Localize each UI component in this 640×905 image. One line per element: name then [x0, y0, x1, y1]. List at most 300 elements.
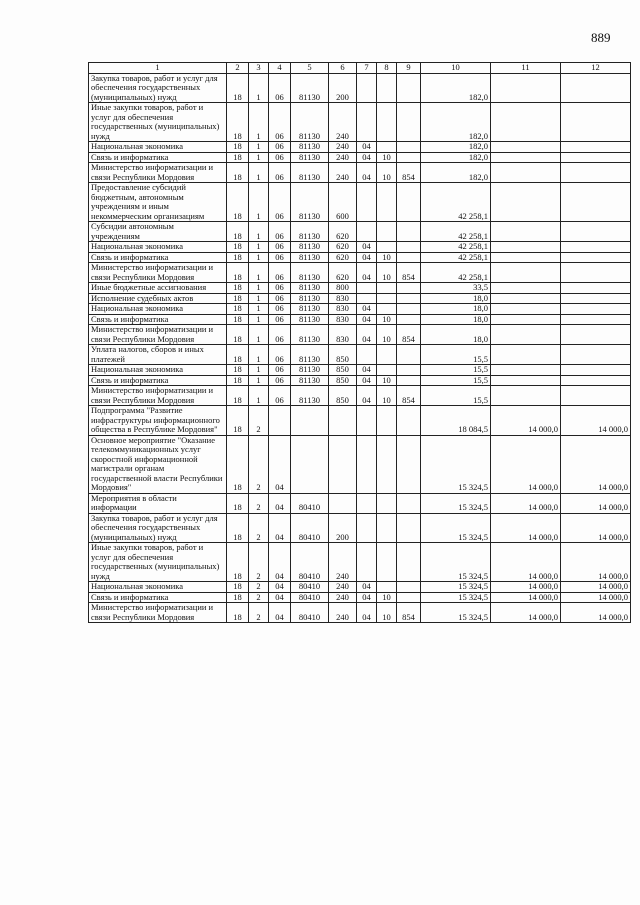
ministry-code-cell [397, 513, 421, 543]
program-cell: 1 [249, 263, 269, 283]
section-cell: 04 [357, 304, 377, 315]
name-cell: Связь и информатика [89, 375, 227, 386]
program-cell: 1 [249, 325, 269, 345]
section-cell [357, 345, 377, 365]
subprogram-cell: 06 [269, 222, 291, 242]
subsection-cell [377, 242, 397, 253]
section-cell: 04 [357, 325, 377, 345]
name-cell: Национальная экономика [89, 142, 227, 153]
table-row [89, 304, 631, 315]
target-item-cell: 80410 [291, 603, 329, 623]
amount-1-cell: 182,0 [421, 152, 491, 163]
subprogram-cell: 06 [269, 283, 291, 294]
program-cell: 1 [249, 73, 269, 103]
expense-type-cell [329, 435, 357, 493]
subsection-cell: 10 [377, 603, 397, 623]
table-row [89, 513, 631, 543]
program-cell: 1 [249, 252, 269, 263]
grbs-cell: 18 [227, 603, 249, 623]
amount-3-cell [561, 142, 631, 153]
amount-1-cell: 18,0 [421, 293, 491, 304]
grbs-cell: 18 [227, 435, 249, 493]
expense-type-cell: 850 [329, 386, 357, 406]
table-row [89, 365, 631, 376]
program-cell: 1 [249, 103, 269, 142]
section-cell [357, 103, 377, 142]
grbs-cell: 18 [227, 314, 249, 325]
expense-type-cell: 620 [329, 242, 357, 253]
subprogram-cell [269, 406, 291, 436]
target-item-cell: 81130 [291, 283, 329, 294]
name-cell: Связь и информатика [89, 592, 227, 603]
amount-3-cell: 14 000,0 [561, 513, 631, 543]
amount-1-cell: 18 084,5 [421, 406, 491, 436]
target-item-cell: 80410 [291, 493, 329, 513]
table-row [89, 222, 631, 242]
amount-3-cell [561, 365, 631, 376]
subprogram-cell: 06 [269, 365, 291, 376]
amount-3-cell: 14 000,0 [561, 435, 631, 493]
subsection-cell [377, 103, 397, 142]
table-row [89, 325, 631, 345]
target-item-cell: 81130 [291, 163, 329, 183]
target-item-cell: 81130 [291, 142, 329, 153]
subsection-cell [377, 493, 397, 513]
subprogram-cell: 04 [269, 592, 291, 603]
name-cell: Министерство информатизации и связи Республики Мордовия [89, 163, 227, 183]
section-cell [357, 435, 377, 493]
page-number: 889 [591, 30, 611, 45]
ministry-code-cell [397, 345, 421, 365]
program-cell: 2 [249, 513, 269, 543]
program-cell: 1 [249, 304, 269, 315]
column-header: 8 [377, 63, 397, 74]
expense-type-cell: 240 [329, 592, 357, 603]
grbs-cell: 18 [227, 406, 249, 436]
ministry-code-cell [397, 242, 421, 253]
column-header: 5 [291, 63, 329, 74]
name-cell: Уплата налогов, сборов и иных платежей [89, 345, 227, 365]
section-cell: 04 [357, 152, 377, 163]
subsection-cell [377, 435, 397, 493]
subprogram-cell: 06 [269, 375, 291, 386]
ministry-code-cell [397, 304, 421, 315]
subsection-cell: 10 [377, 375, 397, 386]
target-item-cell: 81130 [291, 365, 329, 376]
program-cell: 1 [249, 293, 269, 304]
ministry-code-cell [397, 142, 421, 153]
grbs-cell: 18 [227, 293, 249, 304]
expense-type-cell [329, 493, 357, 513]
section-cell [357, 183, 377, 222]
amount-2-cell: 14 000,0 [491, 582, 561, 593]
target-item-cell: 81130 [291, 304, 329, 315]
amount-3-cell [561, 314, 631, 325]
subsection-cell [377, 406, 397, 436]
subsection-cell: 10 [377, 152, 397, 163]
amount-2-cell [491, 293, 561, 304]
grbs-cell: 18 [227, 592, 249, 603]
program-cell: 1 [249, 242, 269, 253]
ministry-code-cell [397, 283, 421, 294]
expense-type-cell: 620 [329, 252, 357, 263]
name-cell: Исполнение судебных актов [89, 293, 227, 304]
amount-3-cell [561, 103, 631, 142]
section-cell: 04 [357, 365, 377, 376]
amount-2-cell [491, 304, 561, 315]
amount-2-cell [491, 73, 561, 103]
amount-3-cell: 14 000,0 [561, 493, 631, 513]
expense-type-cell: 240 [329, 582, 357, 593]
grbs-cell: 18 [227, 252, 249, 263]
subsection-cell [377, 582, 397, 593]
grbs-cell: 18 [227, 103, 249, 142]
target-item-cell: 81130 [291, 325, 329, 345]
ministry-code-cell [397, 252, 421, 263]
grbs-cell: 18 [227, 375, 249, 386]
amount-1-cell: 33,5 [421, 283, 491, 294]
amount-3-cell [561, 386, 631, 406]
ministry-code-cell: 854 [397, 263, 421, 283]
amount-1-cell: 15 324,5 [421, 513, 491, 543]
table-row [89, 283, 631, 294]
program-cell: 1 [249, 183, 269, 222]
amount-3-cell [561, 304, 631, 315]
grbs-cell: 18 [227, 242, 249, 253]
amount-2-cell [491, 103, 561, 142]
name-cell: Подпрограмма "Развитие инфраструктуры информационного общества в Республике Мордовия" [89, 406, 227, 436]
amount-2-cell [491, 375, 561, 386]
expense-type-cell: 200 [329, 513, 357, 543]
subprogram-cell: 04 [269, 603, 291, 623]
grbs-cell: 18 [227, 142, 249, 153]
ministry-code-cell [397, 293, 421, 304]
amount-2-cell [491, 365, 561, 376]
table-row [89, 406, 631, 436]
amount-1-cell: 15 324,5 [421, 435, 491, 493]
target-item-cell: 81130 [291, 252, 329, 263]
amount-3-cell [561, 73, 631, 103]
amount-1-cell: 15,5 [421, 365, 491, 376]
grbs-cell: 18 [227, 283, 249, 294]
table-row [89, 592, 631, 603]
program-cell: 1 [249, 283, 269, 294]
amount-1-cell: 15 324,5 [421, 592, 491, 603]
subprogram-cell: 06 [269, 263, 291, 283]
amount-3-cell [561, 345, 631, 365]
subprogram-cell: 06 [269, 242, 291, 253]
target-item-cell: 81130 [291, 183, 329, 222]
target-item-cell: 81130 [291, 345, 329, 365]
amount-3-cell: 14 000,0 [561, 603, 631, 623]
target-item-cell: 81130 [291, 386, 329, 406]
column-header: 9 [397, 63, 421, 74]
subsection-cell: 10 [377, 592, 397, 603]
target-item-cell: 81130 [291, 73, 329, 103]
name-cell: Связь и информатика [89, 252, 227, 263]
subsection-cell: 10 [377, 386, 397, 406]
amount-2-cell [491, 386, 561, 406]
target-item-cell: 81130 [291, 152, 329, 163]
amount-2-cell [491, 152, 561, 163]
name-cell: Национальная экономика [89, 582, 227, 593]
subprogram-cell: 06 [269, 163, 291, 183]
table-row [89, 252, 631, 263]
amount-1-cell: 15 324,5 [421, 582, 491, 593]
grbs-cell: 18 [227, 222, 249, 242]
program-cell: 1 [249, 222, 269, 242]
grbs-cell: 18 [227, 493, 249, 513]
amount-2-cell [491, 314, 561, 325]
section-cell: 04 [357, 163, 377, 183]
subsection-cell [377, 293, 397, 304]
subsection-cell: 10 [377, 263, 397, 283]
subsection-cell [377, 513, 397, 543]
table-row [89, 582, 631, 593]
amount-1-cell: 15,5 [421, 345, 491, 365]
amount-1-cell: 42 258,1 [421, 183, 491, 222]
column-header: 12 [561, 63, 631, 74]
ministry-code-cell: 854 [397, 386, 421, 406]
ministry-code-cell [397, 543, 421, 582]
subprogram-cell: 06 [269, 304, 291, 315]
amount-3-cell: 14 000,0 [561, 592, 631, 603]
amount-2-cell: 14 000,0 [491, 493, 561, 513]
name-cell: Закупка товаров, работ и услуг для обеспечения государственных (муниципальных) нужд [89, 73, 227, 103]
subprogram-cell: 06 [269, 386, 291, 406]
amount-2-cell: 14 000,0 [491, 592, 561, 603]
expense-type-cell: 240 [329, 163, 357, 183]
table-row [89, 263, 631, 283]
program-cell: 2 [249, 493, 269, 513]
grbs-cell: 18 [227, 325, 249, 345]
ministry-code-cell [397, 103, 421, 142]
table-row [89, 435, 631, 493]
grbs-cell: 18 [227, 345, 249, 365]
section-cell [357, 73, 377, 103]
subprogram-cell: 06 [269, 142, 291, 153]
amount-2-cell [491, 263, 561, 283]
subprogram-cell: 06 [269, 73, 291, 103]
program-cell: 1 [249, 375, 269, 386]
subprogram-cell: 06 [269, 252, 291, 263]
section-cell: 04 [357, 603, 377, 623]
amount-1-cell: 42 258,1 [421, 263, 491, 283]
table-row [89, 152, 631, 163]
ministry-code-cell: 854 [397, 325, 421, 345]
target-item-cell: 81130 [291, 314, 329, 325]
column-header: 6 [329, 63, 357, 74]
amount-1-cell: 42 258,1 [421, 222, 491, 242]
amount-3-cell [561, 283, 631, 294]
expense-type-cell: 850 [329, 345, 357, 365]
amount-2-cell: 14 000,0 [491, 603, 561, 623]
expense-type-cell: 620 [329, 222, 357, 242]
subprogram-cell: 04 [269, 513, 291, 543]
subprogram-cell: 06 [269, 293, 291, 304]
subsection-cell [377, 73, 397, 103]
column-header: 2 [227, 63, 249, 74]
amount-2-cell: 14 000,0 [491, 513, 561, 543]
program-cell: 1 [249, 142, 269, 153]
expense-type-cell: 830 [329, 314, 357, 325]
amount-2-cell [491, 283, 561, 294]
amount-1-cell: 15,5 [421, 386, 491, 406]
subprogram-cell: 06 [269, 183, 291, 222]
section-cell: 04 [357, 242, 377, 253]
grbs-cell: 18 [227, 73, 249, 103]
subsection-cell [377, 304, 397, 315]
grbs-cell: 18 [227, 386, 249, 406]
amount-2-cell [491, 345, 561, 365]
program-cell: 2 [249, 543, 269, 582]
amount-2-cell [491, 183, 561, 222]
target-item-cell: 80410 [291, 592, 329, 603]
column-header: 7 [357, 63, 377, 74]
name-cell: Связь и информатика [89, 314, 227, 325]
expense-type-cell: 830 [329, 304, 357, 315]
ministry-code-cell [397, 222, 421, 242]
expense-type-cell: 240 [329, 103, 357, 142]
subprogram-cell: 06 [269, 325, 291, 345]
name-cell: Мероприятия в области информации [89, 493, 227, 513]
name-cell: Министерство информатизации и связи Республики Мордовия [89, 603, 227, 623]
table-row [89, 183, 631, 222]
name-cell: Иные бюджетные ассигнования [89, 283, 227, 294]
ministry-code-cell [397, 375, 421, 386]
amount-2-cell [491, 325, 561, 345]
ministry-code-cell [397, 493, 421, 513]
section-cell [357, 493, 377, 513]
section-cell: 04 [357, 592, 377, 603]
expense-type-cell: 830 [329, 293, 357, 304]
table-row [89, 375, 631, 386]
target-item-cell: 81130 [291, 242, 329, 253]
target-item-cell: 80410 [291, 543, 329, 582]
grbs-cell: 18 [227, 365, 249, 376]
target-item-cell: 81130 [291, 263, 329, 283]
subsection-cell: 10 [377, 314, 397, 325]
expense-type-cell: 620 [329, 263, 357, 283]
section-cell [357, 513, 377, 543]
amount-2-cell [491, 222, 561, 242]
section-cell: 04 [357, 386, 377, 406]
ministry-code-cell [397, 582, 421, 593]
amount-2-cell [491, 242, 561, 253]
amount-1-cell: 15 324,5 [421, 493, 491, 513]
column-header: 1 [89, 63, 227, 74]
grbs-cell: 18 [227, 183, 249, 222]
ministry-code-cell [397, 73, 421, 103]
grbs-cell: 18 [227, 582, 249, 593]
amount-3-cell: 14 000,0 [561, 406, 631, 436]
amount-3-cell [561, 375, 631, 386]
table-row [89, 386, 631, 406]
subsection-cell: 10 [377, 325, 397, 345]
grbs-cell: 18 [227, 304, 249, 315]
name-cell: Национальная экономика [89, 242, 227, 253]
amount-3-cell [561, 263, 631, 283]
table-row [89, 142, 631, 153]
section-cell [357, 543, 377, 582]
ministry-code-cell [397, 435, 421, 493]
table-row [89, 345, 631, 365]
name-cell: Национальная экономика [89, 304, 227, 315]
amount-3-cell [561, 325, 631, 345]
expense-type-cell: 800 [329, 283, 357, 294]
section-cell: 04 [357, 314, 377, 325]
table-row [89, 314, 631, 325]
name-cell: Иные закупки товаров, работ и услуг для обеспечения государственных (муниципальных) нужд [89, 103, 227, 142]
ministry-code-cell [397, 152, 421, 163]
subsection-cell [377, 365, 397, 376]
table-row [89, 103, 631, 142]
amount-1-cell: 182,0 [421, 103, 491, 142]
column-header: 11 [491, 63, 561, 74]
target-item-cell: 81130 [291, 222, 329, 242]
expense-type-cell: 600 [329, 183, 357, 222]
section-cell: 04 [357, 375, 377, 386]
subprogram-cell: 06 [269, 345, 291, 365]
program-cell: 1 [249, 163, 269, 183]
subprogram-cell: 06 [269, 152, 291, 163]
table-row [89, 603, 631, 623]
amount-3-cell [561, 242, 631, 253]
amount-3-cell [561, 163, 631, 183]
amount-2-cell [491, 163, 561, 183]
expense-type-cell: 240 [329, 142, 357, 153]
ministry-code-cell [397, 183, 421, 222]
subsection-cell [377, 543, 397, 582]
name-cell: Иные закупки товаров, работ и услуг для обеспечения государственных (муниципальных) нужд [89, 543, 227, 582]
name-cell: Министерство информатизации и связи Республики Мордовия [89, 263, 227, 283]
table-row [89, 163, 631, 183]
target-item-cell [291, 406, 329, 436]
expense-type-cell: 240 [329, 603, 357, 623]
target-item-cell: 81130 [291, 293, 329, 304]
target-item-cell: 81130 [291, 375, 329, 386]
subprogram-cell: 04 [269, 435, 291, 493]
subprogram-cell: 06 [269, 103, 291, 142]
table-row [89, 73, 631, 103]
amount-2-cell [491, 142, 561, 153]
ministry-code-cell [397, 314, 421, 325]
program-cell: 2 [249, 603, 269, 623]
grbs-cell: 18 [227, 163, 249, 183]
subprogram-cell: 04 [269, 493, 291, 513]
amount-3-cell: 14 000,0 [561, 582, 631, 593]
amount-1-cell: 182,0 [421, 73, 491, 103]
name-cell: Связь и информатика [89, 152, 227, 163]
expense-type-cell: 240 [329, 543, 357, 582]
amount-2-cell: 14 000,0 [491, 543, 561, 582]
program-cell: 1 [249, 314, 269, 325]
amount-1-cell: 18,0 [421, 325, 491, 345]
subsection-cell: 10 [377, 163, 397, 183]
amount-3-cell [561, 183, 631, 222]
column-header: 4 [269, 63, 291, 74]
amount-1-cell: 182,0 [421, 163, 491, 183]
section-cell [357, 283, 377, 294]
ministry-code-cell [397, 592, 421, 603]
name-cell: Закупка товаров, работ и услуг для обеспечения государственных (муниципальных) нужд [89, 513, 227, 543]
subsection-cell [377, 142, 397, 153]
subsection-cell [377, 283, 397, 294]
grbs-cell: 18 [227, 152, 249, 163]
expense-type-cell: 240 [329, 152, 357, 163]
expense-type-cell: 830 [329, 325, 357, 345]
section-cell: 04 [357, 252, 377, 263]
